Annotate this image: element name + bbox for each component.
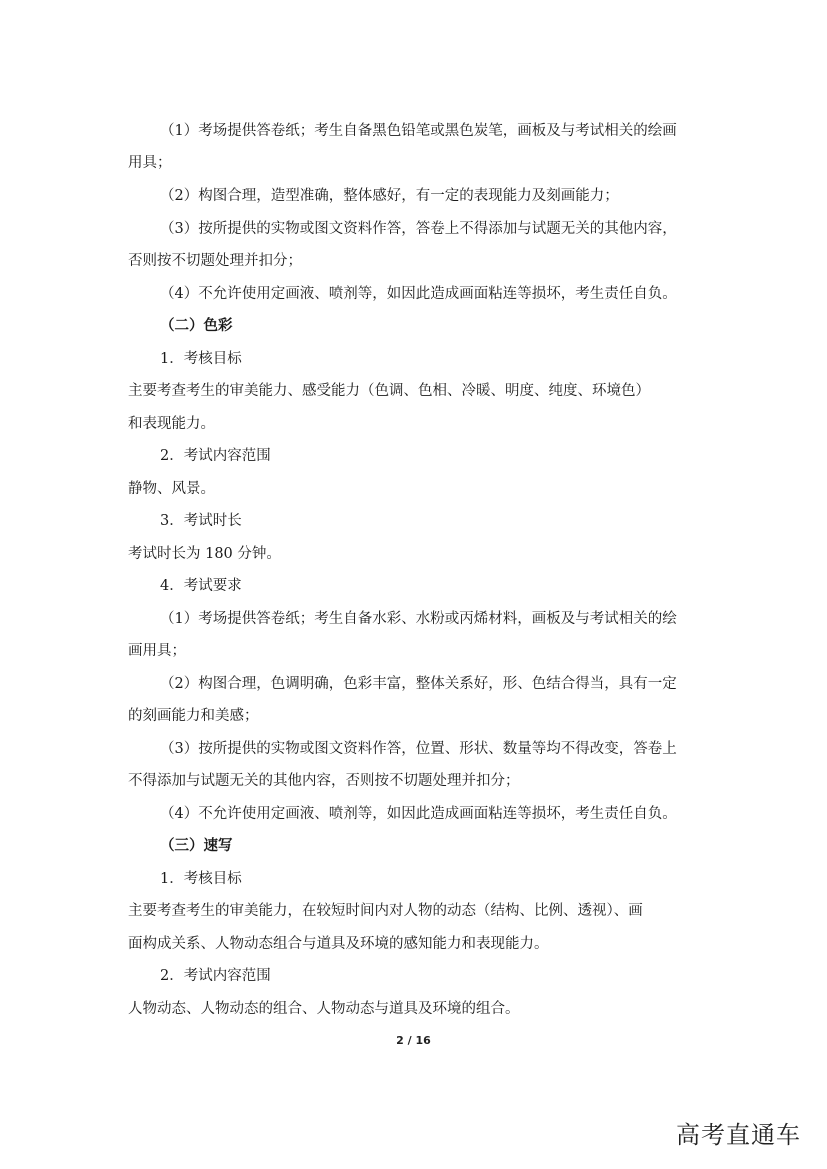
paragraph-line: 考试时长为 180 分钟。 xyxy=(128,546,281,562)
paragraph-line: 画用具； xyxy=(128,643,186,659)
subheading: 4．考试要求 xyxy=(160,578,242,594)
paragraph-line: 主要考查考生的审美能力，在较短时间内对人物的动态（结构、比例、透视）、画 xyxy=(128,903,643,919)
paragraph-line: （1）考场提供答卷纸；考生自备水彩、水粉或丙烯材料，画板及与考试相关的绘 xyxy=(160,611,677,627)
paragraph-line: 否则按不切题处理并扣分； xyxy=(128,253,302,269)
paragraph-line: 静物、风景。 xyxy=(128,481,215,497)
subheading: 2．考试内容范围 xyxy=(160,968,271,984)
section-heading: （三）速写 xyxy=(160,838,233,854)
paragraph-line: 主要考查考生的审美能力、感受能力（色调、色相、冷暖、明度、纯度、环境色） xyxy=(128,383,650,399)
subheading: 2．考试内容范围 xyxy=(160,448,271,464)
paragraph-line: 不得添加与试题无关的其他内容，否则按不切题处理并扣分； xyxy=(128,773,520,789)
paragraph-line: （4）不允许使用定画液、喷剂等，如因此造成画面粘连等损坏，考生责任自负。 xyxy=(160,806,677,822)
paragraph-line: 和表现能力。 xyxy=(128,416,215,432)
watermark-logo: 高考直通车 xyxy=(676,1121,801,1149)
paragraph-line: （2）构图合理，色调明确，色彩丰富，整体关系好，形、色结合得当，具有一定 xyxy=(160,676,677,692)
subheading: 3．考试时长 xyxy=(160,513,242,529)
section-heading: （二）色彩 xyxy=(160,318,233,334)
page-number: 2 / 16 xyxy=(396,1034,431,1047)
paragraph-line: （2）构图合理，造型准确，整体感好，有一定的表现能力及刻画能力； xyxy=(160,188,619,204)
paragraph-line: （3）按所提供的实物或图文资料作答，答卷上不得添加与试题无关的其他内容， xyxy=(160,221,677,237)
paragraph-line: 人物动态、人物动态的组合、人物动态与道具及环境的组合。 xyxy=(128,1001,520,1017)
paragraph-line: （3）按所提供的实物或图文资料作答，位置、形状、数量等均不得改变，答卷上 xyxy=(160,741,677,757)
subheading: 1．考核目标 xyxy=(160,351,242,367)
paragraph-line: 用具； xyxy=(128,155,172,171)
paragraph-line: （1）考场提供答卷纸；考生自备黑色铅笔或黑色炭笔，画板及与考试相关的绘画 xyxy=(160,123,677,139)
paragraph-line: 面构成关系、人物动态组合与道具及环境的感知能力和表现能力。 xyxy=(128,936,549,952)
paragraph-line: （4）不允许使用定画液、喷剂等，如因此造成画面粘连等损坏，考生责任自负。 xyxy=(160,286,677,302)
subheading: 1．考核目标 xyxy=(160,871,242,887)
paragraph-line: 的刻画能力和美感； xyxy=(128,708,259,724)
